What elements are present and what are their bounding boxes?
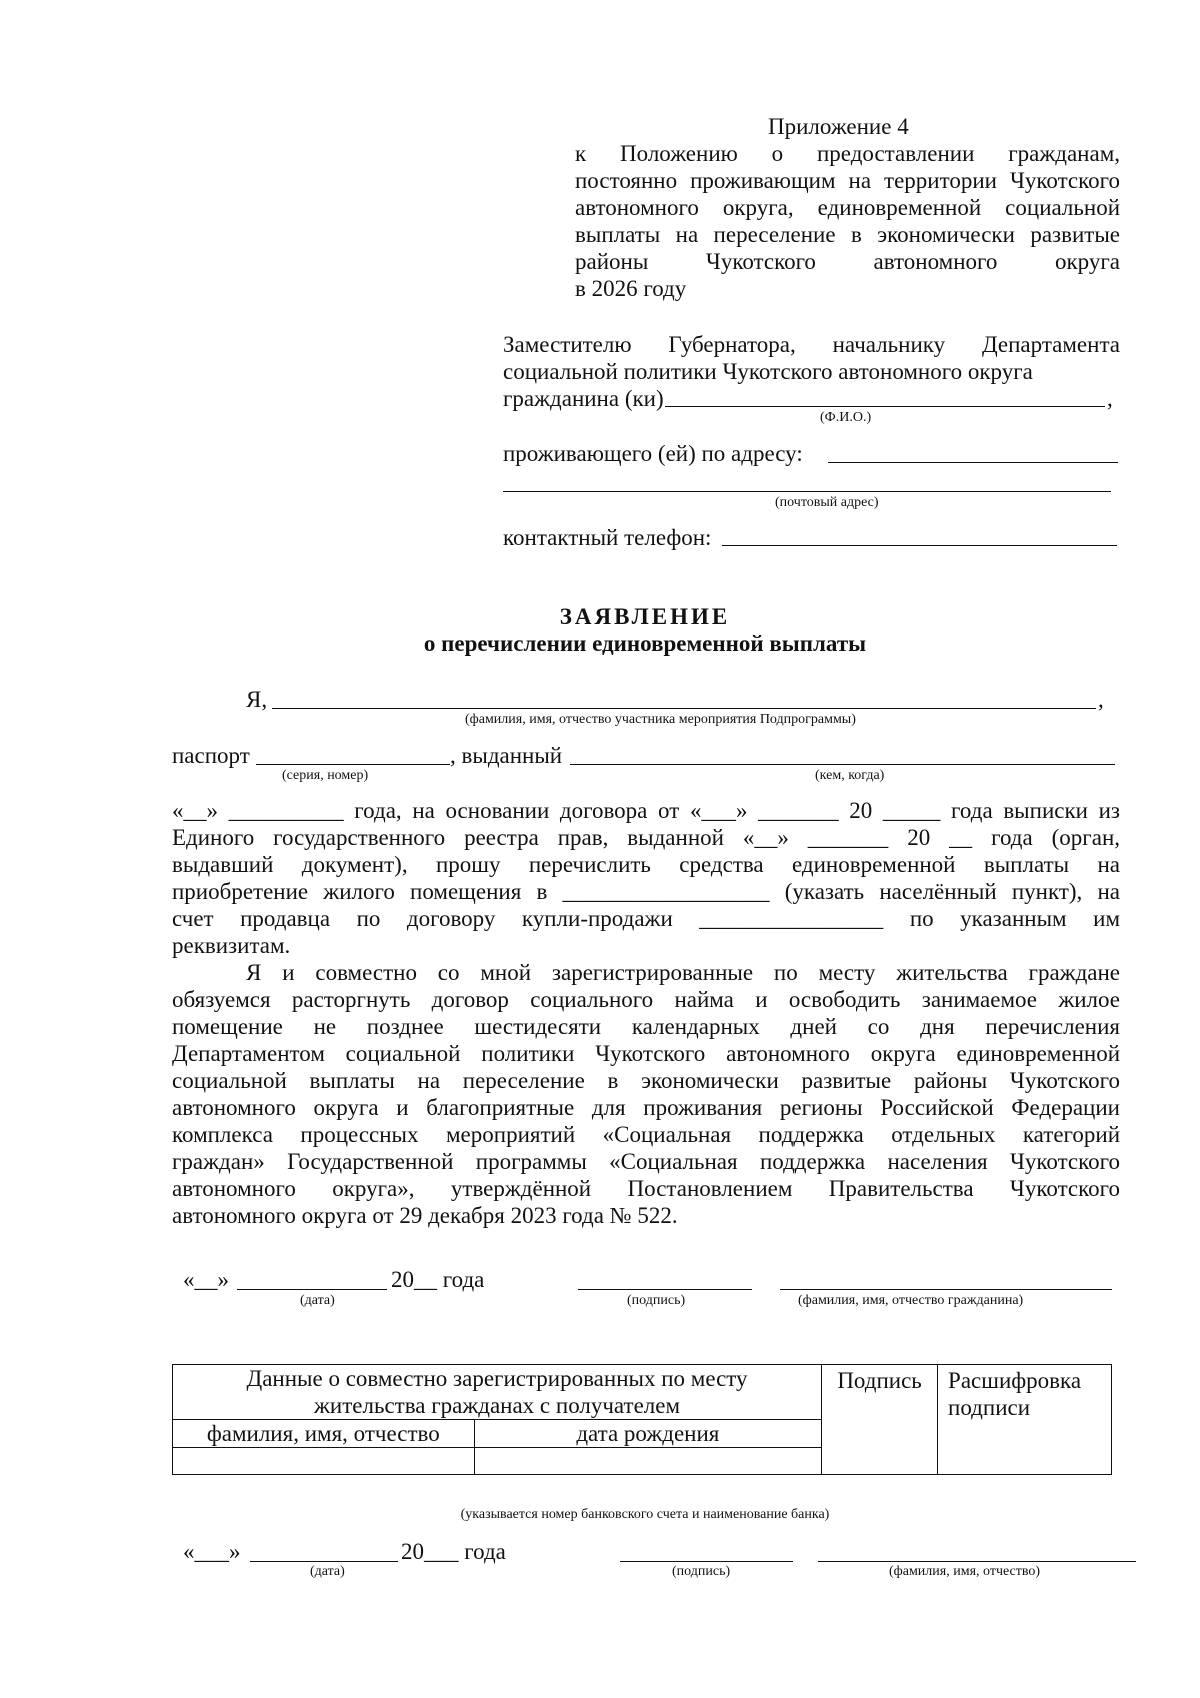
ya-comma: , [1098,687,1104,712]
applicant-name-field[interactable] [272,708,1096,709]
body-line: Единого государственного реестра прав, выданной «__» _______ 20 __ года (орган, [172,825,1120,850]
sign1-fio-field[interactable] [780,1289,1112,1290]
sign1-date-prefix: «__» [183,1267,229,1292]
sign2-fio-hint: (фамилия, имя, отчество) [889,1564,1041,1579]
body-line: Департаментом социальной политики Чукотского автономного округа единовременной [172,1041,1120,1066]
phone-label: контактный телефон: [503,525,712,550]
sign1-date-hint: (дата) [300,1293,335,1308]
series-hint: (серия, номер) [282,768,369,783]
passport-issuer-field[interactable] [570,764,1115,765]
body-line: приобретение жилого помещения в __________________ (указать населённый пункт), на [172,879,1120,904]
fio-cell[interactable] [173,1448,475,1475]
sign2-year: 20___ года [401,1539,506,1564]
header-decode-cell [938,1365,1112,1475]
body-line: реквизитам. [172,933,291,958]
document-title: ЗАЯВЛЕНИЕ [559,604,731,629]
citizen-name-field[interactable] [665,406,1105,407]
sign2-signature-field[interactable] [620,1561,793,1562]
col-birth-header: дата рождения [474,1420,822,1448]
appendix-text [575,140,1120,302]
sign1-year: 20__ года [391,1267,485,1292]
birth-cell[interactable] [474,1448,822,1475]
passport-number-field[interactable] [256,764,450,765]
issued-label: , выданный [450,743,563,768]
citizen-label: гражданина (ки) [503,386,664,411]
header-main-cell [173,1365,822,1420]
citizen-comma: , [1107,386,1113,411]
body-line: счет продавца по договору купли-продажи ________________ по указанным им [172,906,1120,931]
body-line: социальной выплаты на переселение в экономически развитые районы Чукотского [172,1068,1120,1093]
col-fio-header: фамилия, имя, отчество [173,1420,475,1448]
appendix-title: Приложение 4 [768,114,909,139]
sign1-signature-field[interactable] [578,1289,752,1290]
body-line: комплекса процессных мероприятий «Социальная поддержка отдельных категорий [172,1122,1120,1147]
issuer-hint: (кем, когда) [815,768,885,783]
sign1-date-field[interactable] [237,1289,387,1290]
sign2-date-prefix: «___» [183,1539,241,1564]
sign1-fio-hint: (фамилия, имя, отчество гражданина) [798,1293,1024,1308]
appendix-line: выплаты на переселение в экономически развитые [575,222,1120,247]
address-label: проживающего (ей) по адресу: [503,441,803,466]
header-main-line: жительства гражданах с получателем [314,1393,681,1418]
address-field-2[interactable] [503,491,1111,492]
fio-hint: (Ф.И.О.) [820,410,872,425]
appendix-line: к Положению о предоставлении гражданам, [575,141,1120,166]
ya-label: Я, [246,687,268,712]
header-decode-line: Расшифровка [948,1368,1082,1393]
header-main-line: Данные о совместно зарегистрированных по месту [246,1366,748,1391]
sign2-date-hint: (дата) [310,1564,345,1579]
appendix-line: автономного округа, единовременной социальной [575,195,1120,220]
sign2-date-field[interactable] [250,1561,398,1562]
body-line: автономного округа», утверждённой Постановлением Правительства Чукотского [172,1176,1120,1201]
sign2-fio-field[interactable] [818,1561,1136,1562]
header-decode-line: подписи [948,1395,1031,1420]
body-line: Я и совместно со мной зарегистрированные по месту жительства граждане [246,960,1120,985]
body-paragraph-2 [172,959,1120,1229]
bank-hint: (указывается номер банковского счета и наименование банка) [460,1507,830,1522]
body-paragraph-1 [172,797,1120,959]
addressee-block [503,331,1120,385]
body-line: граждан» Государственной программы «Социальная поддержка населения Чукотского [172,1149,1120,1174]
addressee-line: Заместителю Губернатора, начальнику Департамента [503,332,1120,357]
document-subtitle: о перечислении единовременной выплаты [423,631,867,656]
passport-label: паспорт [172,743,250,768]
postal-hint: (почтовый адрес) [775,495,879,510]
table-header-row [173,1365,1112,1420]
sign1-sign-hint: (подпись) [627,1293,686,1308]
header-sign-label: Подпись [837,1368,922,1393]
appendix-line: районы Чукотского автономного округа [575,249,1120,274]
sign2-sign-hint: (подпись) [672,1564,731,1579]
applicant-fio-hint: (фамилия, имя, отчество участника мероприятия Подпрограммы) [465,712,856,727]
address-field[interactable] [828,462,1118,463]
body-line: обязуемся расторгнуть договор социального найма и освободить занимаемое жилое [172,987,1120,1012]
addressee-line: социальной политики Чукотского автономного округа [503,359,1033,384]
phone-field[interactable] [722,545,1117,546]
body-line: помещение не позднее шестидесяти календарных дней со дня перечисления [172,1014,1120,1039]
body-line: автономного округа и благоприятные для проживания регионы Российской Федерации [172,1095,1120,1120]
registered-persons-table [172,1364,1112,1475]
appendix-line: в 2026 году [575,276,687,301]
header-sign-cell [822,1365,938,1475]
body-line: «__» __________ года, на основании договора от «___» _______ 20 _____ года выписки из [172,798,1120,823]
body-line: автономного округа от 29 декабря 2023 года № 522. [172,1203,678,1228]
appendix-line: постоянно проживающим на территории Чукотского [575,168,1120,193]
body-line: выдавший документ), прошу перечислить средства единовременной выплаты на [172,852,1120,877]
